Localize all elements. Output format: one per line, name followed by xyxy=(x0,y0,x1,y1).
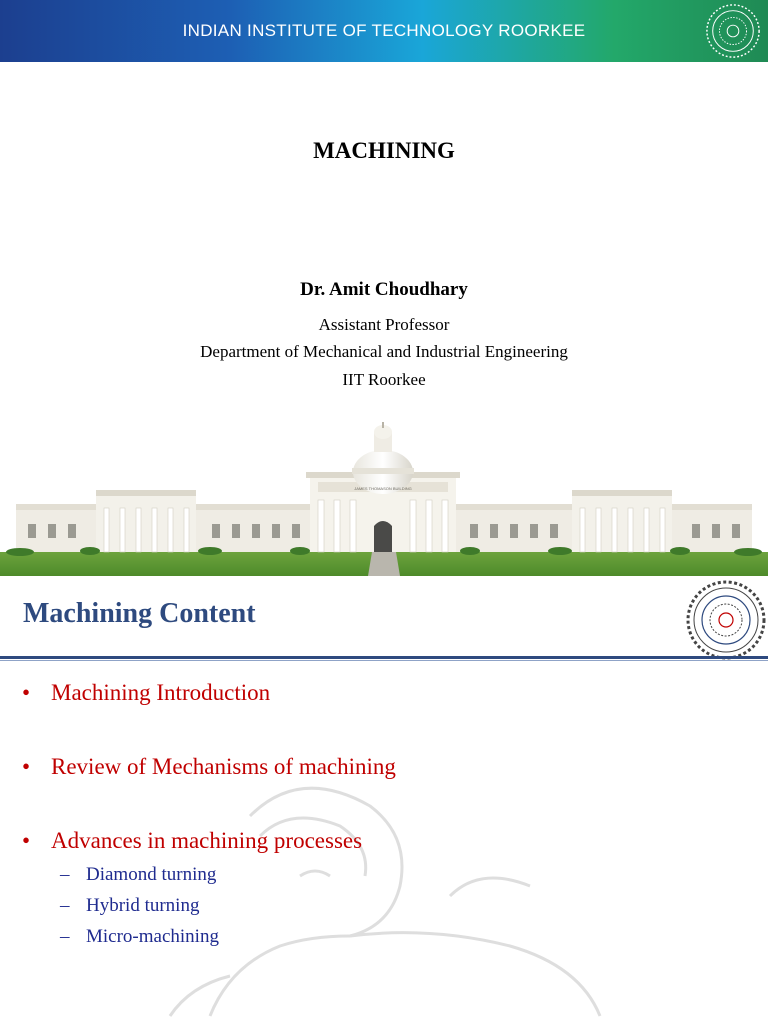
bullet-icon: • xyxy=(22,828,31,853)
list-item xyxy=(22,828,362,854)
bullet-text: Machining Introduction xyxy=(51,680,271,705)
main-building-photo xyxy=(0,420,768,576)
iit-roorkee-seal-icon xyxy=(686,580,766,660)
bullet-text: Advances in machining processes xyxy=(51,828,363,853)
title-divider-thin xyxy=(0,660,768,661)
list-item xyxy=(22,754,396,780)
sub-list-item xyxy=(60,864,216,886)
title-divider xyxy=(0,656,768,659)
dash-icon: – xyxy=(60,926,70,947)
banner-title: INDIAN INSTITUTE OF TECHNOLOGY ROORKEE xyxy=(182,21,586,40)
slide-title: MACHINING xyxy=(313,138,455,163)
sub-item-text: Micro-machining xyxy=(86,926,219,947)
content-title: Machining Content xyxy=(23,598,256,629)
dash-icon: – xyxy=(60,895,70,916)
bullet-text: Review of Mechanisms of machining xyxy=(51,754,396,779)
sub-list-item xyxy=(60,895,199,917)
iit-roorkee-seal-icon xyxy=(704,2,762,60)
author-name: Dr. Amit Choudhary xyxy=(300,279,468,300)
list-item xyxy=(22,680,270,706)
building-sign: JAMES THOMASON BUILDING xyxy=(354,486,412,491)
dash-icon: – xyxy=(60,864,70,885)
author-position: Assistant Professor xyxy=(318,315,450,334)
author-department: Department of Mechanical and Industrial Engineering xyxy=(200,342,568,361)
content-slide xyxy=(0,576,768,1024)
sub-item-text: Diamond turning xyxy=(86,864,217,885)
sub-list-item xyxy=(60,926,219,948)
author-institute: IIT Roorkee xyxy=(342,370,426,389)
sub-item-text: Hybrid turning xyxy=(86,895,200,916)
bullet-icon: • xyxy=(22,754,31,779)
lion-watermark-icon xyxy=(150,776,620,1024)
bullet-icon: • xyxy=(22,680,31,705)
